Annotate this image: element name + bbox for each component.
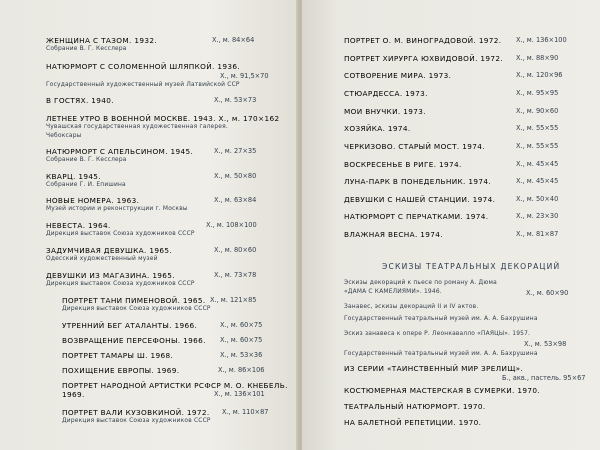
artwork-title: ВОЗВРАЩЕНИЕ ПЕРСЕФОНЫ. 1966. [62, 336, 206, 345]
sketch-line: ТЕАТРАЛЬНЫЙ НАТЮРМОРТ. 1970. [344, 402, 486, 411]
artwork-medium: Х., м. 50×40 [516, 195, 559, 203]
artwork-medium: Х., м. 80×60 [214, 246, 257, 254]
artwork-title: ПОРТРЕТ НАРОДНОЙ АРТИСТКИ РСФСР М. О. КНЕБЕЛЬ. [62, 381, 288, 390]
artwork-title: ПОРТРЕТ ХИРУРГА ЮХВИДОВОЙ. 1972. [344, 54, 504, 63]
artwork-title: ЛЕТНЕЕ УТРО В ВОЕННОЙ МОСКВЕ. 1943. Х., м. 170×162 [46, 114, 280, 123]
sketch-medium: Х., м. 60×90 [526, 289, 569, 297]
artwork-collection: Одесский художественный музей [46, 256, 158, 262]
artwork-collection: Собрание Г. И. Епишина [46, 182, 126, 188]
sketch-line: «ДАМА С КАМЕЛИЯМИ». 1946. [344, 289, 442, 295]
artwork-medium: Х., м. 27×35 [214, 147, 257, 155]
artwork-medium: Х., м. 60×75 [220, 321, 263, 329]
sketch-line: Эскизы декораций к пьесе по роману А. Дюма [344, 280, 497, 286]
artwork-collection: Дирекция выставок Союза художников СССР [46, 281, 195, 287]
artwork-collection: Собрание В. Г. Кесслера [46, 46, 127, 52]
artwork-medium: Х., м. 90×60 [516, 107, 559, 115]
artwork-medium: Х., м. 81×87 [516, 230, 559, 238]
artwork-title: ПОРТРЕТ ТАНИ ПИМЕНОВОЙ. 1965. [62, 296, 206, 305]
artwork-title: ПОРТРЕТ ТАМАРЫ Ш. 1968. [62, 351, 174, 360]
artwork-title: НАТЮРМОРТ С СОЛОМЕННОЙ ШЛЯПКОЙ. 1936. [46, 62, 241, 71]
artwork-title: ПОРТРЕТ ВАЛИ КУЗОВКИНОЙ. 1972. [62, 408, 210, 417]
artwork-title: ВОСКРЕСЕНЬЕ В РИГЕ. 1974. [344, 160, 462, 169]
artwork-title: ЛУНА-ПАРК В ПОНЕДЕЛЬНИК. 1974. [344, 177, 492, 186]
artwork-title: ЖЕНЩИНА С ТАЗОМ. 1932. [46, 36, 158, 45]
artwork-title: В ГОСТЯХ. 1940. [46, 96, 114, 105]
sketch-line: Эскиз занавеса к опере Р. Леонкавалло «ПАЯЦЫ». 1957. [344, 331, 531, 337]
artwork-medium: Х., м. 63×84 [214, 196, 257, 204]
artwork-medium: Х., м. 136×100 [516, 36, 567, 44]
sketch-line: Государственный театральный музей им. А. А. Бахрушина [344, 316, 538, 322]
artwork-medium: Х., м. 55×55 [516, 142, 559, 150]
artwork-medium: Х., м. 120×96 [516, 71, 563, 79]
artwork-title: ДЕВУШКИ С НАШЕЙ СТАНЦИИ. 1974. [344, 195, 496, 204]
artwork-collection: Чувашская государственная художественная галерея. [46, 124, 228, 130]
artwork-title: СОТВОРЕНИЕ МИРА. 1973. [344, 71, 452, 80]
sketch-medium: Б., акв., пастель. 95×67 [502, 374, 586, 382]
artwork-collection: Музей истории и реконструкции г. Москвы [46, 206, 188, 212]
artwork-medium: Х., м. 50×80 [214, 172, 257, 180]
artwork-collection: Дирекция выставок Союза художников СССР [62, 306, 211, 312]
sketch-line: ИЗ СЕРИИ «ТАИНСТВЕННЫЙ МИР ЗРЕЛИЩ». [344, 364, 524, 373]
artwork-medium: Х., м. 136×101 [214, 390, 265, 398]
artwork-medium: Х., м. 88×90 [516, 54, 559, 62]
sketch-line: НА БАЛЕТНОЙ РЕПЕТИЦИИ. 1970. [344, 418, 482, 427]
artwork-title: КВАРЦ. 1945. [46, 172, 101, 181]
artwork-title: МОИ ВНУЧКИ. 1973. [344, 107, 426, 116]
artwork-year: 1969. [62, 390, 85, 399]
artwork-collection: Собрание В. Г. Кесслера [46, 157, 127, 163]
section-heading: ЭСКИЗЫ ТЕАТРАЛЬНЫХ ДЕКОРАЦИЙ [382, 262, 561, 271]
artwork-medium: Х., м. 84×64 [212, 36, 255, 44]
artwork-collection: Дирекция выставок Союза художников СССР [62, 418, 211, 424]
artwork-title: НАТЮРМОРТ С ПЕРЧАТКАМИ. 1974. [344, 212, 489, 221]
artwork-medium: Х., м. 108×100 [206, 221, 257, 229]
artwork-title: ДЕВУШКИ ИЗ МАГАЗИНА. 1965. [46, 271, 175, 280]
artwork-medium: Х., м. 86×106 [218, 366, 265, 374]
sketch-line: КОСТЮМЕРНАЯ МАСТЕРСКАЯ В СУМЕРКИ. 1970. [344, 386, 541, 395]
artwork-medium: Х., м. 45×45 [516, 160, 559, 168]
sketch-line: Занавес, эскизы декораций II и IV актов. [344, 304, 479, 310]
artwork-title: ПОХИЩЕНИЕ ЕВРОПЫ. 1969. [62, 366, 180, 375]
artwork-medium: Х., м. 73×78 [214, 271, 257, 279]
artwork-medium: Х., м. 60×75 [220, 336, 263, 344]
artwork-title: СТЮАРДЕССА. 1973. [344, 89, 428, 98]
artwork-title: ЗАДУМЧИВАЯ ДЕВУШКА. 1965. [46, 246, 172, 255]
artwork-title: ХОЗЯЙКА. 1974. [344, 124, 411, 133]
artwork-title: УТРЕННИЙ БЕГ АТАЛАНТЫ. 1966. [62, 321, 198, 330]
artwork-collection: Чебоксары [46, 133, 82, 139]
sketch-line: Государственный театральный музей им. А. А. Бахрушина [344, 351, 538, 357]
artwork-collection: Государственный художественный музей Латвийской ССР [46, 82, 240, 88]
artwork-title: НАТЮРМОРТ С АПЕЛЬСИНОМ. 1945. [46, 147, 194, 156]
artwork-medium: Х., м. 91,5×70 [220, 72, 269, 80]
artwork-medium: Х., м. 121×85 [210, 296, 257, 304]
artwork-medium: Х., м. 95×95 [516, 89, 559, 97]
artwork-title: НОВЫЕ НОМЕРА. 1963. [46, 196, 140, 205]
sketch-medium: Х., м. 53×98 [524, 340, 567, 348]
left-page [0, 0, 298, 450]
artwork-medium: Х., м. 45×45 [516, 177, 559, 185]
artwork-medium: Х., м. 53×73 [214, 96, 257, 104]
right-page [302, 0, 600, 450]
artwork-collection: Дирекция выставок Союза художников СССР [46, 231, 195, 237]
artwork-title: НЕВЕСТА. 1964. [46, 221, 111, 230]
artwork-title: ЧЕРКИЗОВО. СТАРЫЙ МОСТ. 1974. [344, 142, 485, 151]
artwork-medium: Х., м. 23×30 [516, 212, 559, 220]
artwork-medium: Х., м. 110×87 [222, 408, 269, 416]
artwork-medium: Х., м. 53×36 [220, 351, 263, 359]
artwork-title: ВЛАЖНАЯ ВЕСНА. 1974. [344, 230, 443, 239]
artwork-title: ПОРТРЕТ О. М. ВИНОГРАДОВОЙ. 1972. [344, 36, 502, 45]
artwork-medium: Х., м. 55×55 [516, 124, 559, 132]
